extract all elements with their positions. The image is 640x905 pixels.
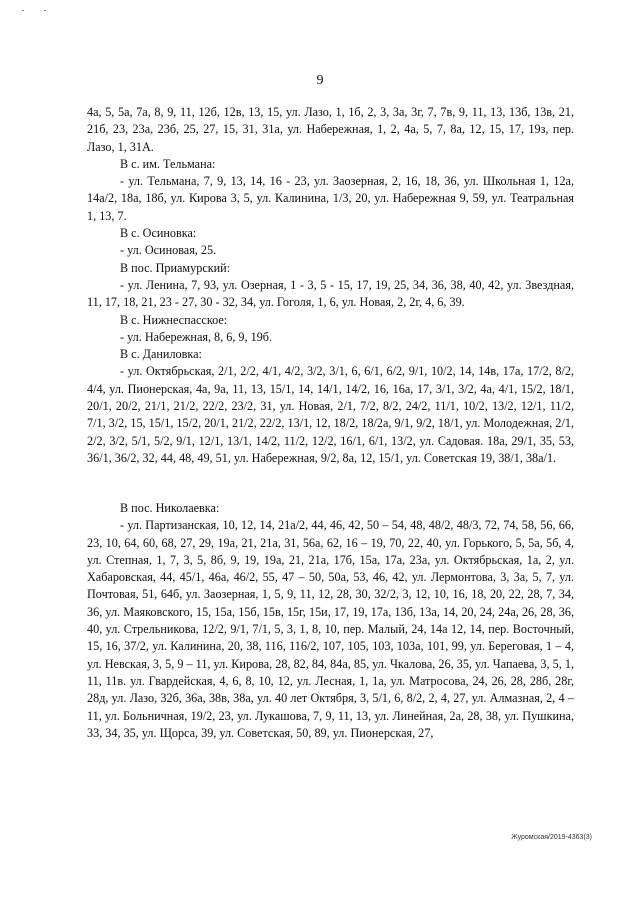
page-number: 9 bbox=[316, 73, 324, 88]
paragraph: - ул. Октябрьская, 2/1, 2/2, 4/1, 4/2, 3/2, 3/1, 6, 6/1, 6/2, 9/1, 10/2, 14, 14в, 17а, 17/2, 8/2, 4/4, ул. Пионерская, 4а, 9а, 11, 13, 15/1, 14, 14/1, 14/2, 16, 16а, 17, 3/1, 3/2, 4а, 4/1, 15/2, 18/1, 20/1, 20/2, 21/1, 21/2, 22/2, 23/2, 31, ул. Новая, 2/1, 7/2, 8/2, 24/2, 11/1, 10/2, 13/2, 12/1, 11/2, 7/1, 3/2, 15, 15/1, 15/2, 20/1, 21/2, 22/2, 13/1, 12, 18/2, 18/2а, 9/1, 9/2, 18/1, ул. Молодежная, 2/1, 2/2, 3/2, 5/1, 5/2, 9/1, 12/1, 13/1, 14/2, 11/2, 12/2, 16/1, 6/1, 13/2, ул. Садовая. 18а, 29/1, 35, 53, 36/1, 36/2, 32, 44, 48, 49, 51, ул. Набережная, 9/2, 8а, 12, 15/1, ул. Советская 19, 38/1, 38а/1. bbox=[87, 364, 574, 465]
text-block-lower bbox=[87, 500, 574, 742]
paragraph: В с. им. Тельмана: bbox=[120, 156, 216, 171]
scan-speck bbox=[44, 10, 46, 11]
paragraph: - ул. Партизанская, 10, 12, 14, 21а/2, 44, 46, 42, 50 – 54, 48, 48/2, 48/3, 72, 74, 58, 56, 66, 23, 10, 64, 60, 68, 27, 29, 19а, 21, 21а, 31, 56а, 62, 16 – 19, 70, 22, 40, ул. Горького, 5, 5а, 5б, 4, ул. Степная, 1, 7, 3, 5, 8б, 9, 19, 19а, 21, 21а, 17б, 15а, 17а, 23а, ул. Октябрьская, 1а, 2, ул. Хабаровская, 44, 45/1, 46а, 46/2, 55, 47 – 50, 50а, 53, 46, 42, ул. Лермонтова, 3, 3а, 5, 7, ул. Почтовая, 51, 64б, ул. Заозерная, 1, 5, 9, 11, 12, 28, 30, 32/2, 3, 12, 10, 16, 18, 20, 22, 28, 7, 34, 36, ул. Маяковского, 15, 15а, 15б, 15в, 15г, 15и, 17, 19, 17а, 13б, 13а, 14, 20, 24, 24а, 26, 28, 36, 40, ул. Стрельникова, 12/2, 9/1, 7/1, 5, 3, 1, 8, 10, пер. Малый, 24, 14а 12, 14, пер. Восточный, 15, 16, 37/2, ул. Калинина, 20, 38, 116, 116/2, 107, 105, 103, 103а, 101, 99, ул. Береговая, 1 – 4, ул. Невская, 3, 5, 9 – 11, ул. Кирова, 28, 82, 84, 84а, 85, ул. Чкалова, 26, 35, ул. Чапаева, 3, 5, 1, 11, 11в. ул. Гвардейская, 4, 6, 8, 10, 12, ул. Лесная, 1, 1а, ул. Матросова, 24, 26, 28, 28б, 28г, 28д, ул. Лазо, 32б, 36а, 38в, 38а, ул. 40 лет Октября, 3, 5/1, 6, 8/2, 2, 4, 27, ул. Алмазная, 2, 4 – 11, ул. Больничная, 19/2, 23, ул. Лукашова, 7, 9, 11, 13, ул. Линейная, 2а, 28, 38, ул. Пушкина, 33, 34, 35, ул. Щорса, 39, ул. Советская, 50, 89, ул. Пионерская, 27, bbox=[87, 518, 574, 740]
document-footer: Журомская/2019-4363(3) bbox=[511, 834, 592, 841]
paragraph: - ул. Осиновая, 25. bbox=[120, 243, 217, 258]
paragraph: - ул. Ленина, 7, 93, ул. Озерная, 1 - 3, 5 - 15, 17, 19, 25, 34, 36, 38, 40, 42, ул. Звездная, 11, 17, 18, 21, 23 - 27, 30 - 32, 34, ул. Гоголя, 1, 6, ул. Новая, 2, 2г, 4, 6, 39. bbox=[87, 277, 574, 310]
paragraph: В пос. Приамурский: bbox=[120, 260, 231, 275]
text-block-upper bbox=[87, 104, 574, 467]
paragraph: В с. Нижнеспасское: bbox=[120, 312, 228, 327]
paragraph: В с. Даниловка: bbox=[120, 347, 202, 362]
paragraph: В пос. Николаевка: bbox=[120, 501, 220, 515]
paragraph: - ул. Тельмана, 7, 9, 13, 14, 16 - 23, ул. Заозерная, 2, 16, 18, 36, ул. Школьная 1, 12а, 14а/2, 18а, 18б, ул. Кирова 3, 5, ул. Калинина, 1/3, 20, ул. Набережная 9, 59, ул. Театральная 1, 13, 7. bbox=[87, 174, 574, 223]
paragraph: 4а, 5, 5а, 7а, 8, 9, 11, 12б, 12в, 13, 15, ул. Лазо, 1, 1б, 2, 3, 3а, 3г, 7, 7в, 9, 11, 13, 13б, 13в, 21, 21б, 23, 23а, 23б, 25, 27, 15, 31, 31а, ул. Набережная, 1, 2, 4а, 5, 7, 8а, 12, 15, 17, 19з, пер. Лазо, 1, 31А. bbox=[87, 105, 574, 154]
paragraph: - ул. Набережная, 8, 6, 9, 19б. bbox=[120, 329, 273, 344]
scan-speck bbox=[22, 10, 24, 11]
paragraph: В с. Осиновка: bbox=[120, 226, 197, 241]
